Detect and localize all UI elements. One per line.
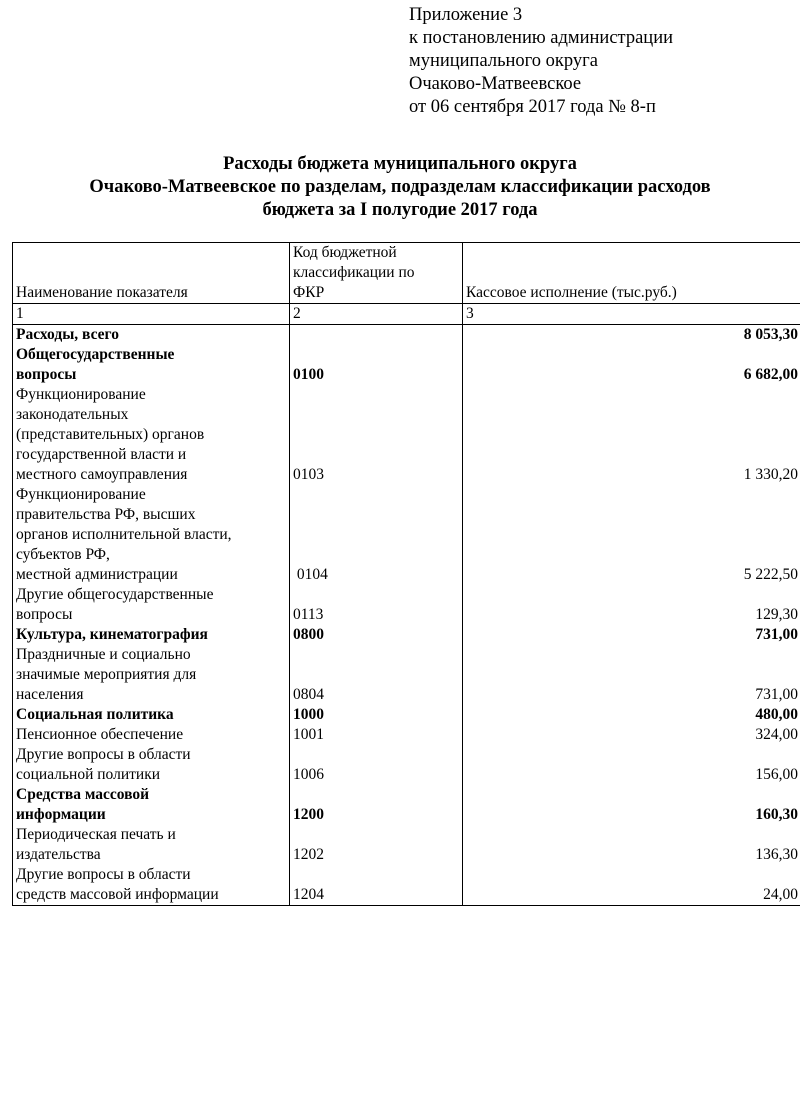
header-code: Код бюджетной классификации по ФКР	[290, 243, 463, 304]
row-amount-cell: 324,00	[463, 725, 800, 745]
row-code-cell: 1200	[290, 785, 463, 825]
table-row	[13, 705, 800, 725]
row-amount-cell: 8 053,30	[463, 325, 800, 346]
row-code-cell: 1000	[290, 705, 463, 725]
row-code-cell: 1006	[290, 745, 463, 785]
table-row	[13, 485, 800, 585]
appendix-line: Приложение 3	[409, 5, 523, 25]
appendix-line: от 06 сентября 2017 года № 8-п	[409, 97, 656, 117]
table-row	[13, 585, 800, 625]
row-amount-cell: 5 222,50	[463, 485, 800, 585]
table-row	[13, 865, 800, 906]
row-amount-cell: 1 330,20	[463, 385, 800, 485]
title-line: Расходы бюджета муниципального округа	[223, 154, 577, 174]
row-name-cell: Функционирование законодательных (представительных) органов государственной власти и местного самоуправления	[13, 385, 290, 485]
row-code-cell: 0804	[290, 645, 463, 705]
row-name-cell: Функционирование правительства РФ, высших органов исполнительной власти, субъектов РФ, местной администрации	[13, 485, 290, 585]
table-header-row	[13, 243, 800, 304]
table-row	[13, 785, 800, 825]
budget-table	[12, 242, 800, 906]
row-name-cell: Другие вопросы в области социальной политики	[13, 745, 290, 785]
header-name: Наименование показателя	[13, 243, 290, 304]
row-amount-cell: 6 682,00	[463, 345, 800, 385]
row-amount-cell: 129,30	[463, 585, 800, 625]
appendix-line: Очаково-Матвеевское	[409, 74, 582, 94]
row-code-cell: 0103	[290, 385, 463, 485]
table-row	[13, 745, 800, 785]
table-row	[13, 345, 800, 385]
table-row	[13, 825, 800, 865]
row-name-cell: Социальная политика	[13, 705, 290, 725]
row-name-cell: Периодическая печать и издательства	[13, 825, 290, 865]
row-name-cell: Средства массовой информации	[13, 785, 290, 825]
row-amount-cell: 24,00	[463, 865, 800, 906]
appendix-header	[409, 4, 673, 119]
row-name-cell: Праздничные и социально значимые мероприятия для населения	[13, 645, 290, 705]
column-number-row	[13, 304, 800, 325]
row-name-cell: Другие вопросы в области средств массовой информации	[13, 865, 290, 906]
appendix-line: к постановлению администрации	[409, 28, 674, 48]
row-name-cell: Культура, кинематография	[13, 625, 290, 645]
table-row	[13, 325, 800, 346]
row-amount-cell: 731,00	[463, 625, 800, 645]
appendix-line: муниципального округа	[409, 51, 598, 71]
row-name-cell: Пенсионное обеспечение	[13, 725, 290, 745]
table-row	[13, 725, 800, 745]
row-code-cell: 1001	[290, 725, 463, 745]
column-number: 3	[463, 304, 800, 325]
table-row	[13, 645, 800, 705]
row-amount-cell: 136,30	[463, 825, 800, 865]
row-amount-cell: 160,30	[463, 785, 800, 825]
row-code-cell: 0113	[290, 585, 463, 625]
row-code-cell: 1202	[290, 825, 463, 865]
title-line: бюджета за I полугодие 2017 года	[262, 200, 538, 220]
row-amount-cell: 480,00	[463, 705, 800, 725]
row-name-cell: Другие общегосударственные вопросы	[13, 585, 290, 625]
row-amount-cell: 731,00	[463, 645, 800, 705]
row-code-cell: 0100	[290, 345, 463, 385]
title-line: Очаково-Матвеевское по разделам, подразделам классификации расходов	[89, 177, 711, 197]
table-row	[13, 625, 800, 645]
column-number: 2	[290, 304, 463, 325]
column-number: 1	[13, 304, 290, 325]
row-code-cell: 0104	[290, 485, 463, 585]
row-code-cell: 0800	[290, 625, 463, 645]
row-code-cell	[290, 325, 463, 346]
row-code-cell: 1204	[290, 865, 463, 906]
document-title	[0, 153, 800, 222]
row-name-cell: Общегосударственные вопросы	[13, 345, 290, 385]
header-amount: Кассовое исполнение (тыс.руб.)	[463, 243, 800, 304]
row-amount-cell: 156,00	[463, 745, 800, 785]
table-row	[13, 385, 800, 485]
row-name-cell: Расходы, всего	[13, 325, 290, 346]
